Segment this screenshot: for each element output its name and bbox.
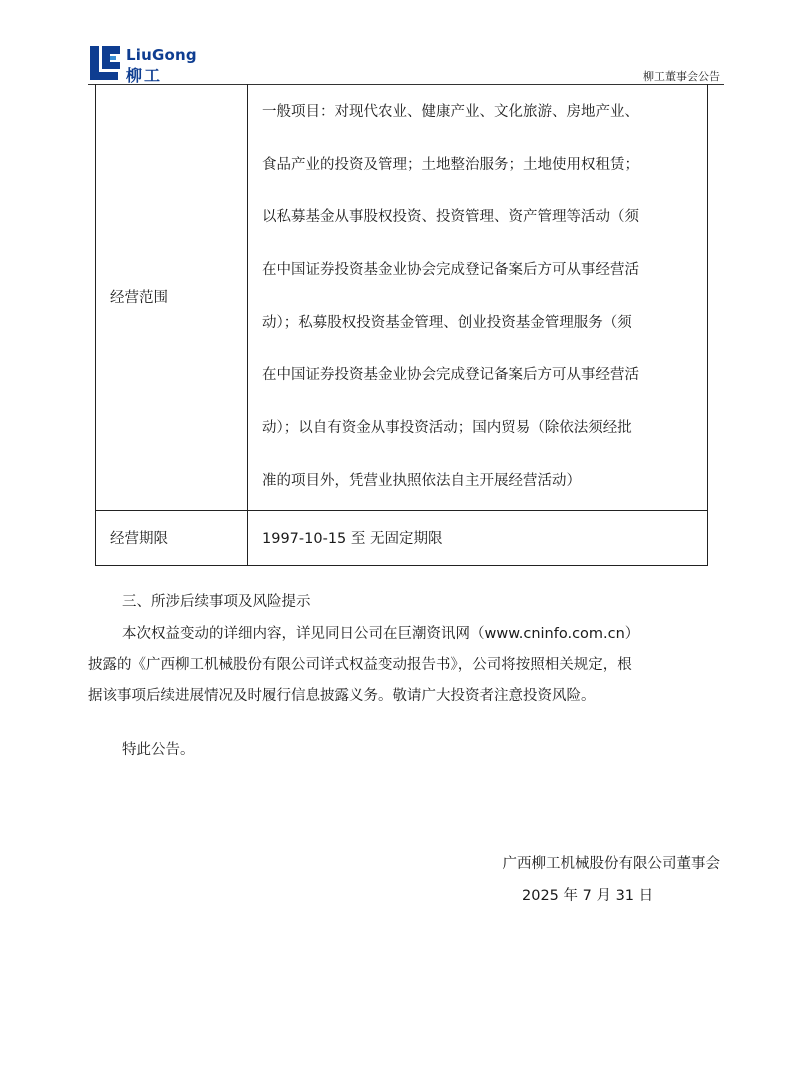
scope-line: 动）；私募股权投资基金管理、创业投资基金管理服务（须 (262, 314, 632, 331)
scope-line: 以私募基金从事股权投资、投资管理、资产管理等活动（须 (262, 209, 639, 226)
period-value: 1997-10-15 至 无固定期限 (248, 510, 708, 565)
scope-value (248, 84, 708, 510)
company-logo (88, 44, 228, 84)
section-paragraph (88, 619, 728, 712)
scope-label: 经营范围 (96, 84, 248, 510)
scope-line: 食品产业的投资及管理；土地整治服务；土地使用权租赁； (262, 156, 639, 173)
company-info-table (95, 84, 708, 566)
liugong-logo-mark-icon (88, 44, 122, 82)
scope-line: 一般项目：对现代农业、健康产业、文化旅游、房地产业、 (262, 104, 639, 120)
period-label: 经营期限 (96, 510, 248, 565)
section-title: 三、所涉后续事项及风险提示 (122, 594, 311, 610)
header-title: 柳工董事会公告 (643, 70, 720, 83)
scope-line: 动）；以自有资金从事投资活动；国内贸易（除依法须经批 (262, 420, 632, 437)
table-row-scope (96, 84, 708, 510)
signature-company: 广西柳工机械股份有限公司董事会 (502, 856, 720, 872)
scope-line: 在中国证券投资基金业协会完成登记备案后方可从事经营活 (262, 367, 639, 384)
paragraph-line: 据该事项后续进展情况及时履行信息披露义务。敬请广大投资者注意投资风险。 (88, 688, 596, 704)
scope-line: 在中国证券投资基金业协会完成登记备案后方可从事经营活 (262, 262, 639, 279)
signature-date: 2025 年 7 月 31 日 (522, 888, 654, 904)
logo-chinese-name: 柳工 (126, 66, 163, 85)
table-row-period (96, 510, 708, 565)
scope-line: 准的项目外，凭营业执照依法自主开展经营活动） (262, 472, 581, 489)
closing-statement: 特此公告。 (122, 742, 195, 758)
paragraph-line: 披露的《广西柳工机械股份有限公司详式权益变动报告书》，公司将按照相关规定，根 (88, 657, 632, 673)
scope-lines (262, 84, 697, 510)
logo-wordmark: LiuGong (126, 46, 197, 64)
paragraph-line: 本次权益变动的详细内容，详见同日公司在巨潮资讯网（www.cninfo.com.cn） (122, 626, 640, 642)
